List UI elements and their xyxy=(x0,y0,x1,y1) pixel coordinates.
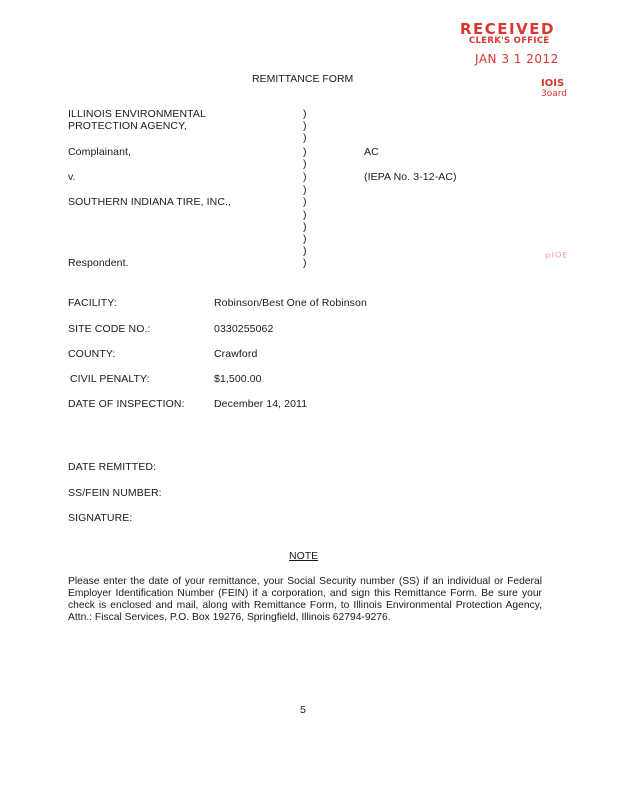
caption-paren: ) xyxy=(303,171,307,183)
page-number: 5 xyxy=(300,704,306,716)
facility-label: FACILITY: xyxy=(68,297,117,309)
note-body: Please enter the date of your remittance, your Social Security number (SS) if an individual or Federal Employer Identification Number (FEIN) if a corporation, and sign this Remittance Form. Be sure your check is enclosed and mail, along with Remittance Form, to Illinois Environmental Protection Agency, Attn.: Fiscal Services, P.O. Box 19276, Springfield, Illinois 62794-9276. xyxy=(68,576,542,623)
inspection-date-value: December 14, 2011 xyxy=(214,398,308,410)
inspection-date-label: DATE OF INSPECTION: xyxy=(68,398,185,410)
caption-paren: ) xyxy=(303,132,307,144)
stamp-fragment: ᵖᴵᴼᴱ xyxy=(545,251,569,266)
board-stamp-line1: IOIS xyxy=(541,78,565,89)
site-code-value: 0330255062 xyxy=(214,323,274,335)
county-label: COUNTY: xyxy=(68,348,116,360)
board-stamp-line2: 3oard xyxy=(541,89,568,99)
versus-label: v. xyxy=(68,171,76,183)
form-title: REMITTANCE FORM xyxy=(252,73,354,85)
site-code-label: SITE CODE NO.: xyxy=(68,323,151,335)
caption-paren: ) xyxy=(303,257,307,269)
clerks-office-stamp: CLERK'S OFFICE xyxy=(469,36,550,46)
civil-penalty-value: $1,500.00 xyxy=(214,373,262,385)
case-type: AC xyxy=(364,146,379,158)
complainant-label: Complainant, xyxy=(68,146,132,158)
civil-penalty-label: CIVIL PENALTY: xyxy=(70,373,150,385)
agency-name-line2: PROTECTION AGENCY, xyxy=(68,120,187,132)
respondent-name: SOUTHERN INDIANA TIRE, INC., xyxy=(68,196,232,208)
note-heading: NOTE xyxy=(289,550,319,562)
caption-paren: ) xyxy=(303,184,307,196)
caption-paren: ) xyxy=(303,221,307,233)
caption-paren: ) xyxy=(303,120,307,132)
caption-paren: ) xyxy=(303,158,307,170)
caption-paren: ) xyxy=(303,108,307,120)
received-date-stamp: JAN 3 1 2012 xyxy=(475,52,559,66)
county-value: Crawford xyxy=(214,348,258,360)
agency-name-line1: ILLINOIS ENVIRONMENTAL xyxy=(68,108,206,120)
facility-value: Robinson/Best One of Robinson xyxy=(214,297,367,309)
iepa-number: (IEPA No. 3-12-AC) xyxy=(364,171,457,183)
caption-paren: ) xyxy=(303,196,307,208)
ss-fein-field[interactable]: SS/FEIN NUMBER: xyxy=(68,487,162,499)
caption-paren: ) xyxy=(303,233,307,245)
signature-field[interactable]: SIGNATURE: xyxy=(68,512,133,524)
received-stamp: RECEIVED xyxy=(460,20,555,38)
caption-paren: ) xyxy=(303,209,307,221)
date-remitted-field[interactable]: DATE REMITTED: xyxy=(68,461,157,473)
caption-paren: ) xyxy=(303,146,307,158)
caption-paren: ) xyxy=(303,245,307,257)
respondent-label: Respondent. xyxy=(68,257,129,269)
